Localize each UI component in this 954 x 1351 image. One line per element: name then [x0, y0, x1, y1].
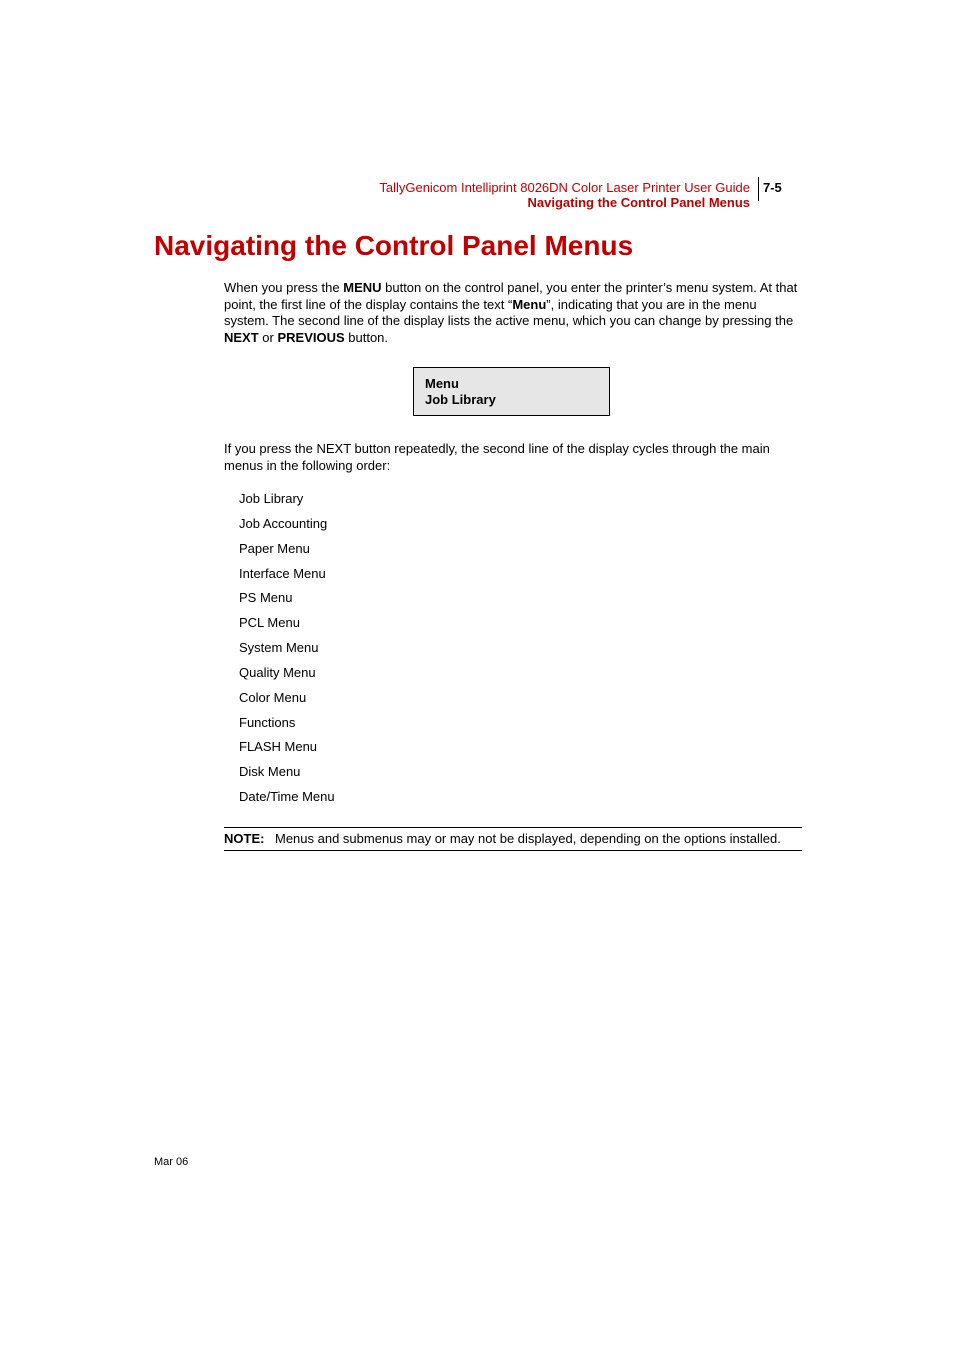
intro-text-5: button. [344, 330, 389, 346]
menu-order-list [239, 490, 335, 813]
note-box [224, 827, 802, 851]
guide-title: TallyGenicom Intelliprint 8026DN Color Laser Printer User Guide [379, 180, 750, 195]
list-item: Functions [239, 714, 296, 730]
intro-paragraph [224, 280, 804, 347]
list-item: System Menu [239, 640, 319, 656]
page-number: 7-5 [758, 177, 782, 201]
intro-text-1: When you press the [224, 280, 344, 295]
list-item: PCL Menu [239, 615, 300, 631]
cycle-paragraph: If you press the NEXT button repeatedly, the second line of the display cycles through the main menus in the following order: [224, 441, 770, 473]
intro-bold-menu: MENU [343, 280, 382, 295]
note-text: Menus and submenus may or may not be displayed, depending on the options installed. [275, 831, 781, 846]
list-item: FLASH Menu [239, 739, 318, 755]
list-item: Disk Menu [239, 764, 301, 780]
lcd-display-box [413, 367, 610, 416]
header-section-title: Navigating the Control Panel Menus [527, 195, 750, 210]
intro-bold-previous: PREVIOUS [277, 330, 345, 346]
list-item: Paper Menu [239, 540, 310, 556]
note-label: NOTE: [224, 831, 265, 846]
intro-text-4: or [258, 330, 278, 346]
list-item: Quality Menu [239, 664, 316, 680]
list-item: Job Accounting [239, 515, 328, 531]
running-header [379, 180, 750, 210]
list-item: Color Menu [239, 689, 307, 705]
intro-bold-menu-text: Menu [512, 296, 547, 312]
display-line-1: Menu [425, 376, 459, 391]
list-item: Interface Menu [239, 565, 326, 581]
footer-date: Mar 06 [154, 1156, 189, 1168]
list-item: Job Library [239, 491, 304, 506]
list-item: PS Menu [239, 590, 293, 606]
intro-text-2: button on the control panel, you enter the printer’s menu system. At that point, the first line of the display contains the text “ [224, 280, 798, 312]
intro-text-3: ”, indicating that you are in the menu system. The second line of the display lists the active menu, which you can change by pressing the [224, 296, 794, 329]
list-item: Date/Time Menu [239, 789, 335, 805]
page-title: Navigating the Control Panel Menus [154, 230, 634, 261]
intro-bold-next: NEXT [224, 330, 259, 346]
display-line-2: Job Library [425, 391, 496, 407]
